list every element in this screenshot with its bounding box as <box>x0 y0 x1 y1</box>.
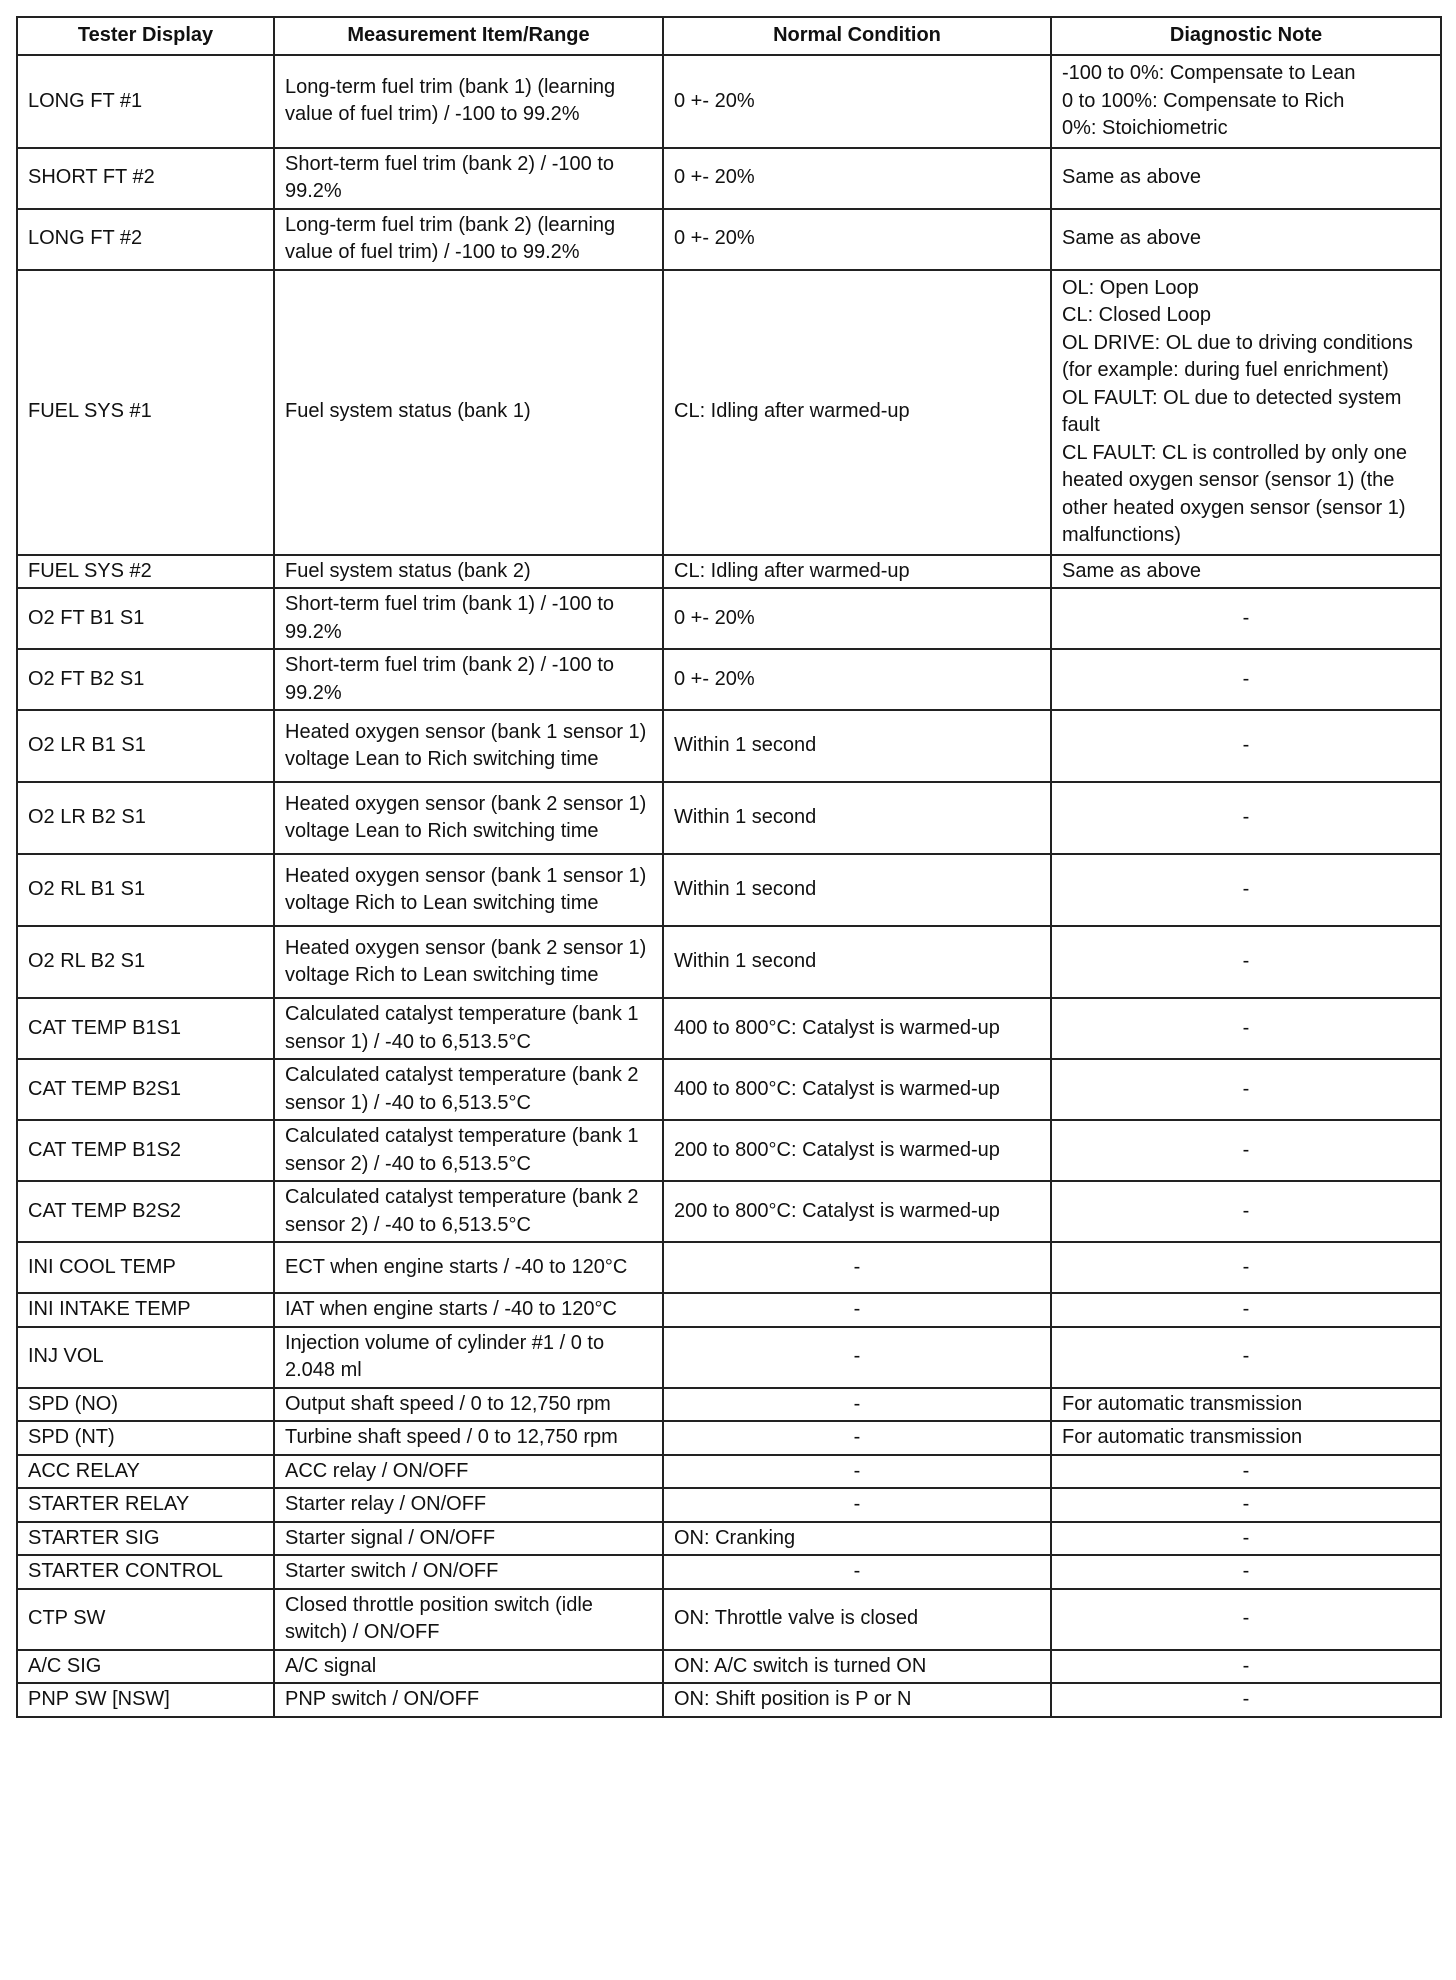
measurement-item-cell: Closed throttle position switch (idle switch) / ON/OFF <box>274 1589 663 1650</box>
diagnostic-note-cell <box>1051 588 1441 649</box>
tester-display-cell: SPD (NO) <box>17 1388 274 1422</box>
tester-display-cell: CAT TEMP B1S2 <box>17 1120 274 1181</box>
tester-display-cell: SHORT FT #2 <box>17 148 274 209</box>
diagnostic-note-line: - <box>1242 878 1250 901</box>
table-row <box>17 209 1441 270</box>
measurement-item-cell: ACC relay / ON/OFF <box>274 1455 663 1489</box>
tester-display-cell: ACC RELAY <box>17 1455 274 1489</box>
header-normal-condition: Normal Condition <box>663 17 1051 55</box>
diagnostic-note-line: - <box>1242 1298 1250 1320</box>
measurement-item-cell: Fuel system status (bank 1) <box>274 270 663 555</box>
normal-condition-cell: Within 1 second <box>663 926 1051 998</box>
diagnostic-note-line: - <box>1242 606 1250 629</box>
diagnostic-note-cell <box>1051 1327 1441 1388</box>
tester-display-cell: O2 LR B2 S1 <box>17 782 274 854</box>
normal-condition-cell: 0 +- 20% <box>663 209 1051 270</box>
normal-condition-cell: CL: Idling after warmed-up <box>663 555 1051 589</box>
diagnostic-note-line: - <box>1242 667 1250 690</box>
table-row <box>17 649 1441 710</box>
header-row <box>17 17 1441 55</box>
tester-display-cell: LONG FT #1 <box>17 55 274 148</box>
diagnostic-note-line: - <box>1242 1138 1250 1161</box>
normal-condition-cell: ON: Shift position is P or N <box>663 1683 1051 1717</box>
table-row <box>17 998 1441 1059</box>
measurement-item-cell: Heated oxygen sensor (bank 2 sensor 1) voltage Lean to Rich switching time <box>274 782 663 854</box>
table-row <box>17 270 1441 555</box>
diagnostic-note-line: - <box>1242 1688 1250 1710</box>
normal-condition-cell: 200 to 800°C: Catalyst is warmed-up <box>663 1181 1051 1242</box>
header-measurement-item: Measurement Item/Range <box>274 17 663 55</box>
normal-condition-cell: 400 to 800°C: Catalyst is warmed-up <box>663 1059 1051 1120</box>
normal-condition-cell: - <box>663 1327 1051 1388</box>
table-row <box>17 1650 1441 1684</box>
diagnostic-note-cell <box>1051 710 1441 782</box>
table-row <box>17 1421 1441 1455</box>
normal-condition-cell: 400 to 800°C: Catalyst is warmed-up <box>663 998 1051 1059</box>
table-row <box>17 1059 1441 1120</box>
tester-display-cell: FUEL SYS #2 <box>17 555 274 589</box>
table-row <box>17 1120 1441 1181</box>
diagnostic-note-cell <box>1051 998 1441 1059</box>
table-row <box>17 1181 1441 1242</box>
diagnostic-note-cell <box>1051 782 1441 854</box>
diagnostic-note-cell <box>1051 1181 1441 1242</box>
diagnostic-note-line: 0%: Stoichiometric <box>1062 117 1228 139</box>
table-row <box>17 1242 1441 1293</box>
measurement-item-cell: ECT when engine starts / -40 to 120°C <box>274 1242 663 1293</box>
normal-condition-cell: 0 +- 20% <box>663 148 1051 209</box>
diagnostic-note-cell <box>1051 1421 1441 1455</box>
diagnostic-note-line: OL: Open Loop <box>1062 276 1199 299</box>
measurement-item-cell: IAT when engine starts / -40 to 120°C <box>274 1293 663 1327</box>
normal-condition-cell: - <box>663 1242 1051 1293</box>
diagnostic-note-cell <box>1051 148 1441 209</box>
diagnostic-note-cell <box>1051 1650 1441 1684</box>
diagnostic-note-line: - <box>1242 1077 1250 1100</box>
measurement-item-cell: Starter switch / ON/OFF <box>274 1555 663 1589</box>
measurement-item-cell: Calculated catalyst temperature (bank 2 sensor 1) / -40 to 6,513.5°C <box>274 1059 663 1120</box>
diagnostic-note-line: -100 to 0%: Compensate to Lean <box>1062 62 1356 84</box>
table-row <box>17 854 1441 926</box>
diagnostic-note-line: - <box>1242 1560 1250 1582</box>
measurement-item-cell: Short-term fuel trim (bank 1) / -100 to 99.2% <box>274 588 663 649</box>
measurement-item-cell: Long-term fuel trim (bank 1) (learning value of fuel trim) / -100 to 99.2% <box>274 55 663 148</box>
header-tester-display: Tester Display <box>17 17 274 55</box>
normal-condition-cell: - <box>663 1421 1051 1455</box>
diagnostic-note-line: - <box>1242 1654 1250 1677</box>
normal-condition-cell: Within 1 second <box>663 710 1051 782</box>
diagnostic-note-line: - <box>1242 1493 1250 1515</box>
diagnostic-note-line: - <box>1242 806 1250 829</box>
diagnostic-note-cell <box>1051 1522 1441 1556</box>
diagnostic-note-line: Same as above <box>1062 559 1201 582</box>
measurement-item-cell: PNP switch / ON/OFF <box>274 1683 663 1717</box>
normal-condition-cell: - <box>663 1488 1051 1522</box>
tester-display-cell: STARTER CONTROL <box>17 1555 274 1589</box>
table-row <box>17 1388 1441 1422</box>
tester-display-cell: INI INTAKE TEMP <box>17 1293 274 1327</box>
diagnostic-note-cell <box>1051 1455 1441 1489</box>
header-diagnostic-note: Diagnostic Note <box>1051 17 1441 55</box>
data-list-table <box>16 16 1442 1718</box>
measurement-item-cell: Calculated catalyst temperature (bank 1 sensor 2) / -40 to 6,513.5°C <box>274 1120 663 1181</box>
tester-display-cell: CAT TEMP B2S2 <box>17 1181 274 1242</box>
table-header <box>17 17 1441 55</box>
table-row <box>17 1293 1441 1327</box>
table-body <box>17 55 1441 1717</box>
normal-condition-cell: ON: Throttle valve is closed <box>663 1589 1051 1650</box>
tester-display-cell: CAT TEMP B1S1 <box>17 998 274 1059</box>
tester-display-cell: INI COOL TEMP <box>17 1242 274 1293</box>
normal-condition-cell: ON: A/C switch is turned ON <box>663 1650 1051 1684</box>
tester-display-cell: FUEL SYS #1 <box>17 270 274 555</box>
diagnostic-note-line: For automatic transmission <box>1062 1426 1303 1448</box>
tester-display-cell: O2 FT B2 S1 <box>17 649 274 710</box>
tester-display-cell: O2 FT B1 S1 <box>17 588 274 649</box>
diagnostic-note-line: - <box>1242 1016 1250 1039</box>
diagnostic-note-cell <box>1051 1555 1441 1589</box>
table-row <box>17 1555 1441 1589</box>
measurement-item-cell: Calculated catalyst temperature (bank 2 sensor 2) / -40 to 6,513.5°C <box>274 1181 663 1242</box>
normal-condition-cell: - <box>663 1455 1051 1489</box>
table-row <box>17 555 1441 589</box>
diagnostic-note-line: 0 to 100%: Compensate to Rich <box>1062 89 1345 112</box>
measurement-item-cell: Injection volume of cylinder #1 / 0 to 2.048 ml <box>274 1327 663 1388</box>
measurement-item-cell: Long-term fuel trim (bank 2) (learning value of fuel trim) / -100 to 99.2% <box>274 209 663 270</box>
data-list-document <box>16 16 1440 1718</box>
table-row <box>17 1455 1441 1489</box>
table-row <box>17 55 1441 148</box>
measurement-item-cell: A/C signal <box>274 1650 663 1684</box>
diagnostic-note-line: Same as above <box>1062 166 1201 189</box>
normal-condition-cell: 0 +- 20% <box>663 649 1051 710</box>
measurement-item-cell: Short-term fuel trim (bank 2) / -100 to 99.2% <box>274 649 663 710</box>
diagnostic-note-cell <box>1051 1388 1441 1422</box>
normal-condition-cell: 200 to 800°C: Catalyst is warmed-up <box>663 1120 1051 1181</box>
table-row <box>17 782 1441 854</box>
table-row <box>17 588 1441 649</box>
table-row <box>17 1327 1441 1388</box>
table-row <box>17 710 1441 782</box>
normal-condition-cell: 0 +- 20% <box>663 588 1051 649</box>
tester-display-cell: O2 LR B1 S1 <box>17 710 274 782</box>
tester-display-cell: INJ VOL <box>17 1327 274 1388</box>
diagnostic-note-cell <box>1051 209 1441 270</box>
normal-condition-cell: ON: Cranking <box>663 1522 1051 1556</box>
table-row <box>17 1589 1441 1650</box>
normal-condition-cell: Within 1 second <box>663 854 1051 926</box>
tester-display-cell: CTP SW <box>17 1589 274 1650</box>
diagnostic-note-cell <box>1051 1488 1441 1522</box>
diagnostic-note-cell <box>1051 1683 1441 1717</box>
measurement-item-cell: Calculated catalyst temperature (bank 1 sensor 1) / -40 to 6,513.5°C <box>274 998 663 1059</box>
diagnostic-note-line: CL FAULT: CL is controlled by only one heated oxygen sensor (sensor 1) (the other heated oxygen sensor (sensor 1) malfunctions) <box>1062 441 1407 546</box>
diagnostic-note-line: Same as above <box>1062 227 1201 250</box>
diagnostic-note-line: - <box>1242 1199 1250 1222</box>
measurement-item-cell: Turbine shaft speed / 0 to 12,750 rpm <box>274 1421 663 1455</box>
diagnostic-note-cell <box>1051 1120 1441 1181</box>
diagnostic-note-cell <box>1051 1293 1441 1327</box>
diagnostic-note-line: OL FAULT: OL due to detected system fault <box>1062 386 1402 436</box>
diagnostic-note-line: - <box>1242 1526 1250 1549</box>
table-row <box>17 1488 1441 1522</box>
diagnostic-note-line: OL DRIVE: OL due to driving conditions (for example: during fuel enrichment) <box>1062 331 1413 381</box>
tester-display-cell: SPD (NT) <box>17 1421 274 1455</box>
measurement-item-cell: Starter relay / ON/OFF <box>274 1488 663 1522</box>
tester-display-cell: STARTER SIG <box>17 1522 274 1556</box>
diagnostic-note-cell <box>1051 55 1441 148</box>
normal-condition-cell: - <box>663 1293 1051 1327</box>
diagnostic-note-line: - <box>1242 1255 1250 1278</box>
diagnostic-note-line: - <box>1242 950 1250 973</box>
diagnostic-note-cell <box>1051 555 1441 589</box>
diagnostic-note-cell <box>1051 1589 1441 1650</box>
measurement-item-cell: Short-term fuel trim (bank 2) / -100 to 99.2% <box>274 148 663 209</box>
diagnostic-note-line: CL: Closed Loop <box>1062 304 1211 326</box>
diagnostic-note-cell <box>1051 926 1441 998</box>
measurement-item-cell: Heated oxygen sensor (bank 1 sensor 1) voltage Lean to Rich switching time <box>274 710 663 782</box>
diagnostic-note-cell <box>1051 649 1441 710</box>
diagnostic-note-line: For automatic transmission <box>1062 1392 1303 1415</box>
normal-condition-cell: 0 +- 20% <box>663 55 1051 148</box>
measurement-item-cell: Heated oxygen sensor (bank 2 sensor 1) voltage Rich to Lean switching time <box>274 926 663 998</box>
tester-display-cell: LONG FT #2 <box>17 209 274 270</box>
measurement-item-cell: Fuel system status (bank 2) <box>274 555 663 589</box>
table-row <box>17 148 1441 209</box>
table-row <box>17 926 1441 998</box>
tester-display-cell: O2 RL B2 S1 <box>17 926 274 998</box>
tester-display-cell: PNP SW [NSW] <box>17 1683 274 1717</box>
tester-display-cell: O2 RL B1 S1 <box>17 854 274 926</box>
diagnostic-note-line: - <box>1242 734 1250 757</box>
diagnostic-note-cell <box>1051 1242 1441 1293</box>
tester-display-cell: CAT TEMP B2S1 <box>17 1059 274 1120</box>
diagnostic-note-line: - <box>1242 1345 1250 1368</box>
tester-display-cell: A/C SIG <box>17 1650 274 1684</box>
normal-condition-cell: Within 1 second <box>663 782 1051 854</box>
measurement-item-cell: Heated oxygen sensor (bank 1 sensor 1) voltage Rich to Lean switching time <box>274 854 663 926</box>
diagnostic-note-cell <box>1051 270 1441 555</box>
diagnostic-note-cell <box>1051 854 1441 926</box>
table-row <box>17 1522 1441 1556</box>
normal-condition-cell: - <box>663 1555 1051 1589</box>
normal-condition-cell: CL: Idling after warmed-up <box>663 270 1051 555</box>
normal-condition-cell: - <box>663 1388 1051 1422</box>
diagnostic-note-line: - <box>1242 1607 1250 1630</box>
measurement-item-cell: Output shaft speed / 0 to 12,750 rpm <box>274 1388 663 1422</box>
tester-display-cell: STARTER RELAY <box>17 1488 274 1522</box>
diagnostic-note-line: - <box>1242 1459 1250 1482</box>
measurement-item-cell: Starter signal / ON/OFF <box>274 1522 663 1556</box>
table-row <box>17 1683 1441 1717</box>
diagnostic-note-cell <box>1051 1059 1441 1120</box>
